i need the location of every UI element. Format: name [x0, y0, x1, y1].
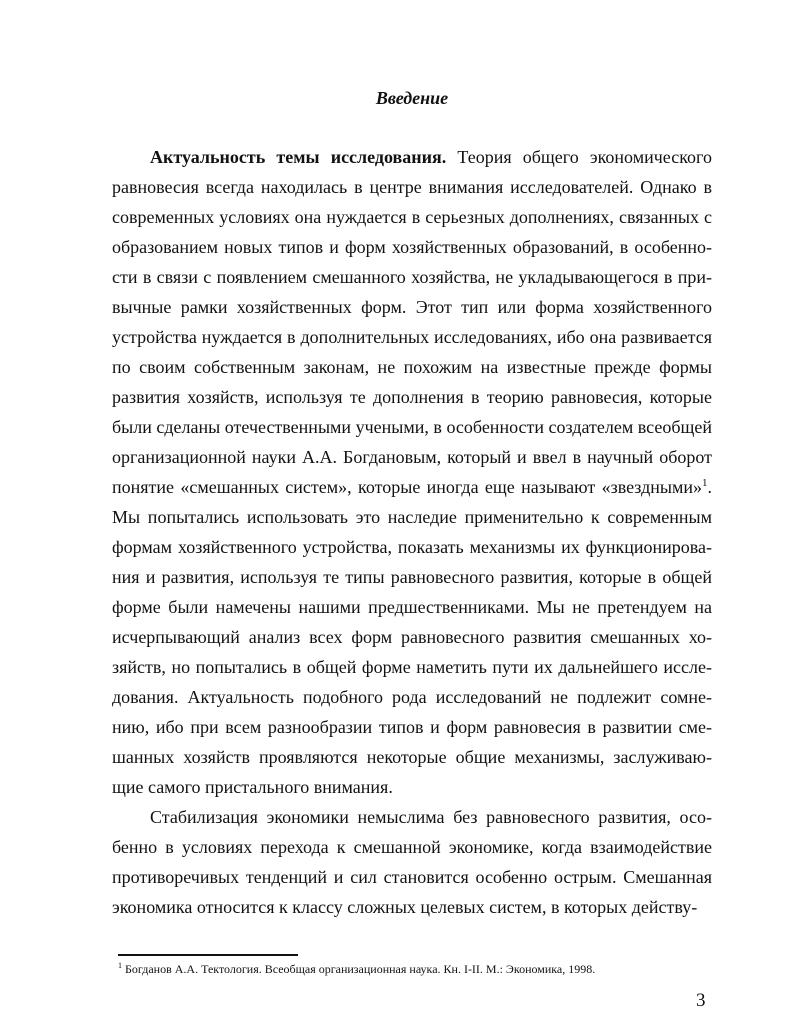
- line-text: устройства нуждается в дополнительных исследованиях, ибо она развивается: [112, 327, 712, 347]
- line-text: образованием новых типов и форм хозяйственных образований, в особенно-: [112, 237, 712, 257]
- text-line: [112, 352, 712, 382]
- text-line: [112, 622, 712, 652]
- text-line: [112, 202, 712, 232]
- text-line: [112, 142, 712, 172]
- line-text: сти в связи с появлением смешанного хозяйства, не укладывающегося в при-: [112, 267, 712, 287]
- text-line: [112, 502, 712, 532]
- text-line: [112, 232, 712, 262]
- text-line: [112, 682, 712, 712]
- line-text: современных условиях она нуждается в серьезных дополнениях, связанных с: [112, 207, 712, 227]
- text-line: [112, 802, 712, 832]
- line-text: Теория общего экономического: [446, 147, 712, 167]
- text-line: [112, 292, 712, 322]
- footnote-mark: 1: [118, 961, 122, 970]
- line-text: экономика относится к классу сложных целевых систем, в которых действу-: [112, 897, 698, 917]
- line-text: шанных хозяйств проявляются некоторые общие механизмы, заслуживаю-: [112, 747, 712, 767]
- line-text: форме были намечены нашими предшественниками. Мы не претендуем на: [112, 597, 712, 617]
- text-line: [112, 172, 712, 202]
- line-text: зяйств, но попытались в общей форме наметить пути их дальнейшего иссле-: [112, 657, 712, 677]
- line-text: были сделаны отечественными учеными, в особенности создателем всеобщей: [112, 417, 712, 437]
- line-text: ния и развития, используя те типы равновесного развития, которые в общей: [112, 567, 712, 587]
- footnote-reference[interactable]: 1: [702, 477, 708, 489]
- text-line: [112, 862, 712, 892]
- text-line: [112, 412, 712, 442]
- line-text: развития хозяйств, используя те дополнения в теорию равновесия, которые: [112, 387, 712, 407]
- text-line: [112, 382, 712, 412]
- text-line: [112, 322, 712, 352]
- footnote: [118, 961, 595, 977]
- footnote-divider: [118, 954, 298, 956]
- text-line: [112, 262, 712, 292]
- body-text: [112, 142, 712, 922]
- text-line: [112, 772, 712, 802]
- line-text: Мы попытались использовать это наследие применительно к современным: [112, 507, 712, 527]
- line-text: формам хозяйственного устройства, показать механизмы их функционирова-: [112, 537, 712, 557]
- line-text: нию, ибо при всем разнообразии типов и форм равновесия в развитии сме-: [112, 717, 712, 737]
- text-line: [112, 712, 712, 742]
- section-title: Введение: [375, 88, 449, 108]
- line-text: организационной науки А.А. Богдановым, который и ввел в научный оборот: [112, 447, 712, 467]
- text-line: [112, 562, 712, 592]
- line-text: бенно в условиях перехода к смешанной экономике, когда взаимодействие: [112, 837, 712, 857]
- text-line: [112, 532, 712, 562]
- lead-bold-text: Актуальность темы исследования.: [150, 147, 447, 167]
- line-text: понятие «смешанных систем», которые иногда еще называют «звездными»: [112, 477, 702, 497]
- text-line: понятие «смешанных систем», которые иногда еще называют «звездными»$^1$.: [112, 477, 712, 497]
- line-text: по своим собственным законам, не похожим на известные прежде формы: [112, 357, 712, 377]
- text-line: [112, 832, 712, 862]
- line-text: щие самого пристального внимания.: [112, 777, 393, 797]
- text-line: [112, 442, 712, 472]
- line-text: вычные рамки хозяйственных форм. Этот тип или форма хозяйственного: [112, 297, 712, 317]
- footnote-text: Богданов А.А. Тектология. Всеобщая организационная наука. Кн. I-II. М.: Экономика, 1998.: [122, 962, 596, 976]
- text-line: [112, 892, 712, 922]
- line-text: дования. Актуальность подобного рода исследований не подлежит сомне-: [112, 687, 712, 707]
- text-line: [112, 652, 712, 682]
- line-text: исчерпывающий анализ всех форм равновесного развития смешанных хо-: [112, 627, 712, 647]
- line-text: Стабилизация экономики немыслима без равновесного развития, осо-: [150, 807, 712, 827]
- line-text: противоречивых тенденций и сил становится особенно острым. Смешанная: [112, 867, 712, 887]
- page-number: 3: [696, 990, 706, 1011]
- text-line: [112, 742, 712, 772]
- text-line: [112, 592, 712, 622]
- line-text: равновесия всегда находилась в центре внимания исследователей. Однако в: [112, 177, 712, 197]
